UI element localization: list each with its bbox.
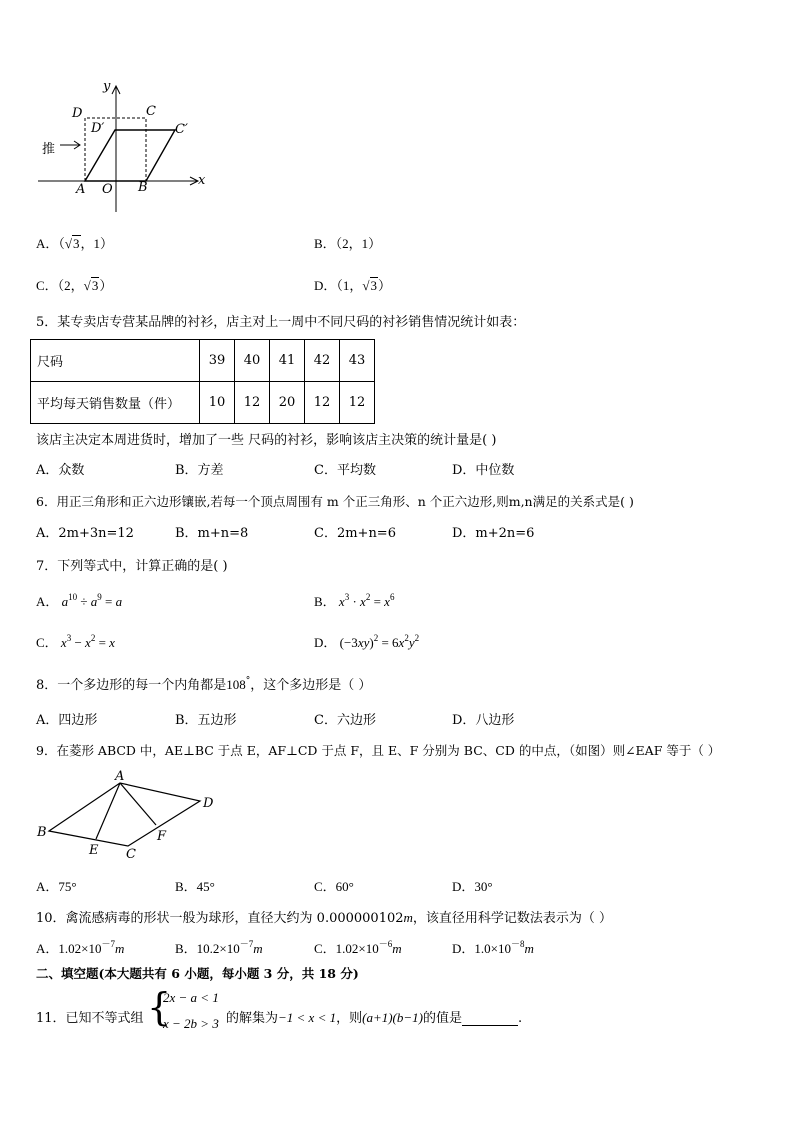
fig4-Dprime-label: D′ [91, 121, 105, 136]
q9-label-A: A [115, 769, 125, 784]
q6-option-a[interactable]: A．2m+3n=12 [36, 526, 134, 541]
q5-option-b[interactable]: B．方差 [175, 463, 224, 478]
q6-option-b[interactable]: B．m+n=8 [175, 526, 249, 541]
table-cell: 12 [305, 382, 340, 424]
fig4-D-label: D [72, 106, 83, 121]
q9-option-b[interactable]: B．45° [175, 879, 215, 894]
q11-ineq-line1: 2x − a < 1 [163, 990, 219, 1005]
q9-label-D: D [203, 796, 214, 811]
table-row-head: 平均每天销售数量（件） [31, 382, 200, 424]
q11-brace: { [147, 985, 172, 1029]
q11-suffix: 的解集为−1 < x < 1，则(a+1)(b−1)的值是 . [226, 1010, 523, 1026]
q9-label-E: E [89, 843, 99, 858]
q4-figure [30, 78, 215, 218]
q7-stem: 7．下列等式中，计算正确的是( ) [36, 559, 228, 574]
fig4-push-label: 推 [42, 142, 56, 157]
table-cell: 42 [305, 340, 340, 382]
q4-option-a[interactable]: A．（√3，1） [36, 236, 114, 251]
q9-label-B: B [37, 825, 47, 840]
table-cell: 20 [270, 382, 305, 424]
q8-option-c[interactable]: C．六边形 [314, 713, 376, 728]
q10-option-a[interactable]: A．$1.02\times 10^{-7}m$ [36, 939, 125, 956]
q5-option-d[interactable]: D．中位数 [452, 463, 515, 478]
q9-stem: 9．在菱形 ABCD 中，AE⊥BC 于点 E，AF⊥CD 于点 F，且 E、F 分别为 BC、CD 的中点，（如图）则∠EAF 等于（ ） [36, 743, 721, 758]
table-row [31, 340, 375, 382]
q6-option-d[interactable]: D．m+2n=6 [452, 526, 535, 541]
table-row [31, 382, 375, 424]
q7-option-d[interactable]: D． $(-3xy)^2 = 6x^2y^2$ [314, 633, 420, 650]
section-heading: 二、填空题(本大题共有 6 小题，每小题 3 分，共 18 分) [36, 966, 359, 981]
table-row-head: 尺码 [31, 340, 200, 382]
q10-option-b[interactable]: B．$10.2\times 10^{-7}m$ [175, 939, 263, 956]
q9-label-F: F [157, 829, 167, 844]
answer-blank[interactable] [462, 1013, 518, 1026]
q6-option-c[interactable]: C．2m+n=6 [314, 526, 396, 541]
q10-stem: 10．禽流感病毒的形状一般为球形，直径大约为 0.000000102m，该直径用科学记数法表示为（ ） [36, 910, 613, 926]
q8-option-d[interactable]: D．八边形 [452, 713, 515, 728]
fig4-O-label: O [102, 182, 113, 197]
q5-question: 该店主决定本周进货时，增加了一些 尺码的衬衫，影响该店主决策的统计量是( ) [36, 433, 497, 448]
q4-option-d[interactable]: D．（1，√3） [314, 278, 392, 293]
q10-option-c[interactable]: C．$1.02\times 10^{-6}m$ [314, 939, 402, 956]
fig4-C-label: C [146, 104, 156, 119]
q7-option-c[interactable]: C． $x^3 - x^2 = x$ [36, 633, 115, 650]
q11-ineq-line2: x − 2b > 3 [163, 1016, 219, 1031]
q6-stem: 6．用正三角形和正六边形镶嵌,若每一个顶点周围有 m 个正三角形、n 个正六边形,则m,n满足的关系式是( ) [36, 494, 634, 509]
q9-option-d[interactable]: D．30° [452, 879, 493, 894]
q10-option-d[interactable]: D．$1.0\times 10^{-8}m$ [452, 939, 534, 956]
table-cell: 40 [235, 340, 270, 382]
fig4-A-label: A [76, 182, 86, 197]
q4-option-b[interactable]: B．（2，1） [314, 236, 382, 251]
table-cell: 39 [200, 340, 235, 382]
table-cell: 10 [200, 382, 235, 424]
q11-prefix: 11．已知不等式组 [36, 1011, 144, 1026]
q7-option-a[interactable]: A． $a^{10} \div a^9 = a$ [36, 592, 123, 609]
q8-option-a[interactable]: A．四边形 [36, 713, 98, 728]
q4-option-c[interactable]: C．（2，√3） [36, 278, 113, 293]
table-cell: 43 [340, 340, 375, 382]
q9-option-a[interactable]: A．75° [36, 879, 77, 894]
fig4-Cprime-label: C′ [175, 122, 188, 137]
q8-option-b[interactable]: B．五边形 [175, 713, 237, 728]
q9-option-c[interactable]: C．60° [314, 879, 354, 894]
table-cell: 12 [235, 382, 270, 424]
q8-stem: 8．一个多边形的每一个内角都是108°，这个多边形是（ ） [36, 676, 372, 693]
table-cell: 12 [340, 382, 375, 424]
q5-option-c[interactable]: C．平均数 [314, 463, 376, 478]
fig4-x-label: x [198, 173, 206, 188]
table-cell: 41 [270, 340, 305, 382]
fig4-B-label: B [138, 180, 148, 195]
q9-label-C: C [126, 847, 136, 862]
q5-stem: 5．某专卖店专营某品牌的衬衫，店主对上一周中不同尺码的衬衫销售情况统计如表： [36, 315, 526, 330]
q5-option-a[interactable]: A．众数 [36, 463, 85, 478]
q7-option-b[interactable]: B． $x^3 \cdot x^2 = x^6$ [314, 592, 395, 609]
fig4-y-label: y [103, 79, 111, 94]
q5-size-table [30, 339, 375, 424]
